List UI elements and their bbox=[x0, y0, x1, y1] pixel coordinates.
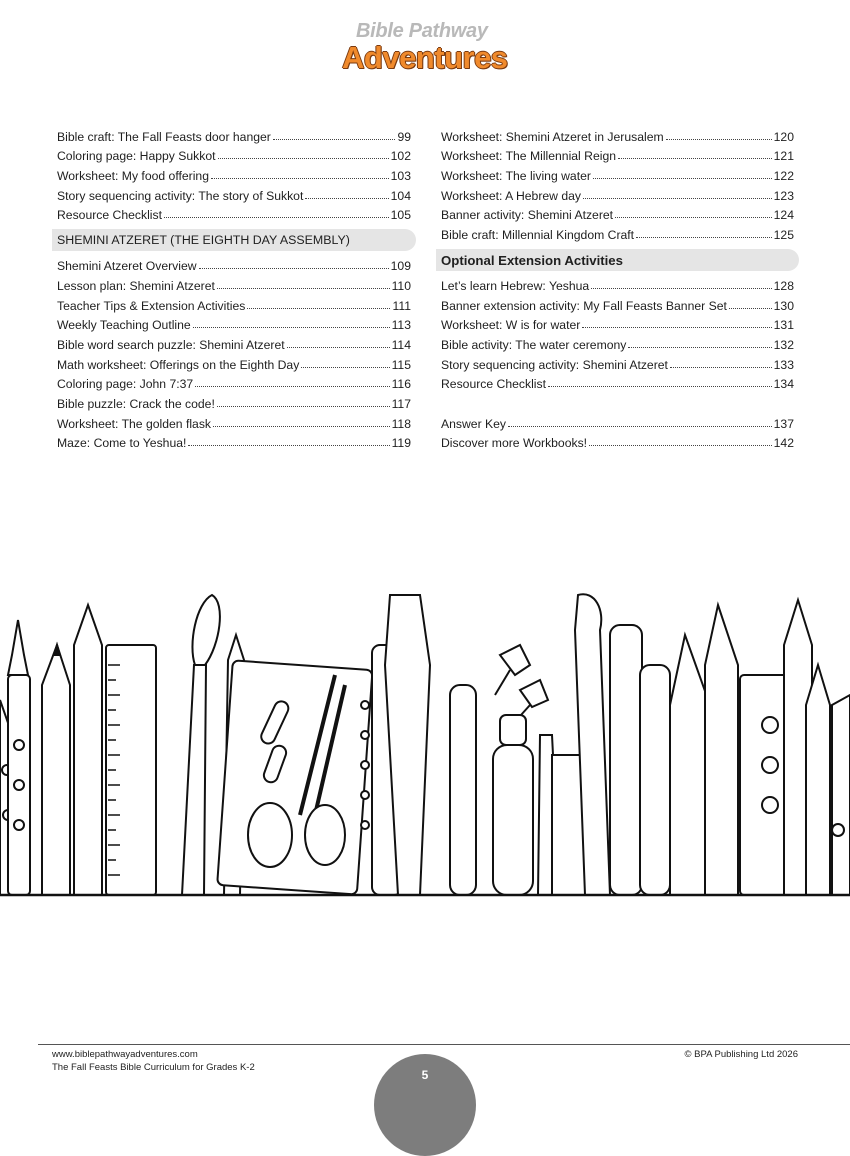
toc-entry-page: 99 bbox=[397, 129, 411, 144]
toc-entry-page: 128 bbox=[773, 278, 794, 293]
toc-entry bbox=[436, 273, 799, 293]
toc-entry bbox=[436, 352, 799, 372]
dot-leader bbox=[508, 426, 772, 427]
toc-entry-page: 102 bbox=[390, 149, 411, 164]
school-supplies-illustration bbox=[0, 585, 850, 900]
toc-entry bbox=[52, 144, 416, 164]
toc-entry-page: 124 bbox=[773, 208, 794, 223]
toc-list bbox=[436, 124, 799, 242]
toc-entry bbox=[436, 372, 799, 392]
toc-entry bbox=[52, 124, 416, 144]
toc-entry-page: 130 bbox=[773, 298, 794, 313]
toc-entry-page: 120 bbox=[773, 129, 794, 144]
logo-line2: Adventures bbox=[342, 40, 508, 75]
toc-entry-title: Banner activity: Shemini Atzeret bbox=[441, 208, 614, 223]
dot-leader bbox=[591, 288, 771, 289]
dot-leader bbox=[593, 178, 772, 179]
toc-entry-page: 123 bbox=[773, 188, 794, 203]
toc-entry-page: 142 bbox=[773, 436, 794, 451]
toc-entry-page: 111 bbox=[392, 298, 411, 313]
dot-leader bbox=[670, 367, 772, 368]
toc-entry-page: 137 bbox=[773, 416, 794, 431]
toc-entry bbox=[436, 332, 799, 352]
logo-line1: Bible Pathway bbox=[356, 20, 488, 42]
footer-divider bbox=[38, 1044, 850, 1045]
dot-leader bbox=[217, 406, 390, 407]
dot-leader bbox=[195, 386, 389, 387]
toc-entry-title: Shemini Atzeret Overview bbox=[57, 259, 197, 274]
toc-entry-title: Bible craft: The Fall Feasts door hanger bbox=[57, 129, 271, 144]
dot-leader bbox=[618, 158, 772, 159]
toc-entry bbox=[436, 222, 799, 242]
dot-leader bbox=[582, 327, 771, 328]
toc-entry bbox=[52, 163, 416, 183]
toc-entry bbox=[52, 391, 416, 411]
toc-entry-title: Coloring page: Happy Sukkot bbox=[57, 149, 216, 164]
toc-entry-page: 105 bbox=[390, 208, 411, 223]
dot-leader bbox=[213, 426, 390, 427]
dot-leader bbox=[589, 445, 772, 446]
section-heading-optional: Optional Extension Activities bbox=[436, 249, 799, 271]
dot-leader bbox=[548, 386, 772, 387]
toc-entry bbox=[52, 352, 416, 372]
toc-entry-page: 119 bbox=[391, 436, 411, 451]
toc-entry bbox=[52, 203, 416, 223]
dot-leader bbox=[287, 347, 390, 348]
toc-entry-title: Resource Checklist bbox=[57, 208, 162, 223]
footer-copyright: © BPA Publishing Ltd 2026 bbox=[684, 1049, 798, 1060]
toc-entry-page: 131 bbox=[773, 318, 794, 333]
dot-leader bbox=[666, 139, 772, 140]
dot-leader bbox=[218, 158, 389, 159]
toc-entry-title: Weekly Teaching Outline bbox=[57, 318, 191, 333]
dot-leader bbox=[301, 367, 389, 368]
toc-entry-page: 125 bbox=[773, 228, 794, 243]
toc-entry bbox=[436, 293, 799, 313]
dot-leader bbox=[305, 198, 388, 199]
toc-entry bbox=[436, 183, 799, 203]
toc-entry-title: Teacher Tips & Extension Activities bbox=[57, 298, 246, 313]
section-heading-shemini: SHEMINI ATZERET (THE EIGHTH DAY ASSEMBLY) bbox=[52, 229, 416, 251]
toc-entry-page: 104 bbox=[390, 188, 411, 203]
dot-leader bbox=[729, 308, 772, 309]
toc-entry bbox=[52, 411, 416, 431]
toc-entry bbox=[436, 411, 799, 431]
toc-entry-page: 134 bbox=[773, 377, 794, 392]
toc-entry-title: Story sequencing activity: Shemini Atzeret bbox=[441, 357, 668, 372]
toc-entry-title: Worksheet: My food offering bbox=[57, 169, 209, 184]
toc-right-column bbox=[436, 124, 799, 450]
toc-entry-page: 116 bbox=[391, 377, 411, 392]
scissors-icon bbox=[248, 803, 292, 867]
logo bbox=[330, 20, 520, 82]
pushpin-icon bbox=[500, 645, 530, 675]
dot-leader bbox=[211, 178, 389, 179]
toc-entry-page: 132 bbox=[773, 337, 794, 352]
toc-entry-title: Worksheet: The golden flask bbox=[57, 416, 212, 431]
toc-list bbox=[436, 273, 799, 391]
toc-entry-page: 121 bbox=[773, 149, 794, 164]
toc-entry-title: Worksheet: A Hebrew day bbox=[441, 188, 581, 203]
toc-entry bbox=[436, 203, 799, 223]
dot-leader bbox=[188, 445, 389, 446]
toc-entry-page: 114 bbox=[391, 337, 411, 352]
toc-list bbox=[436, 411, 799, 450]
footer-website: www.biblepathwayadventures.com bbox=[52, 1049, 198, 1060]
toc-entry-title: Coloring page: John 7:37 bbox=[57, 377, 194, 392]
toc-entry-title: Bible puzzle: Crack the code! bbox=[57, 396, 215, 411]
toc-entry-title: Story sequencing activity: The story of Sukkot bbox=[57, 188, 304, 203]
dot-leader bbox=[636, 237, 772, 238]
spacer bbox=[436, 391, 799, 411]
toc-entry-title: Bible activity: The water ceremony bbox=[441, 337, 627, 352]
toc-entry bbox=[436, 144, 799, 164]
toc-entry-title: Discover more Workbooks! bbox=[441, 436, 588, 451]
toc-entry bbox=[52, 253, 416, 273]
dot-leader bbox=[164, 217, 389, 218]
toc-entry bbox=[52, 431, 416, 451]
toc-entry-page: 113 bbox=[391, 318, 411, 333]
dot-leader bbox=[615, 217, 772, 218]
dot-leader bbox=[217, 288, 390, 289]
dot-leader bbox=[583, 198, 772, 199]
toc-entry bbox=[52, 293, 416, 313]
toc-entry-page: 122 bbox=[773, 169, 794, 184]
toc-entry bbox=[52, 372, 416, 392]
toc-entry-title: Answer Key bbox=[441, 416, 507, 431]
dot-leader bbox=[247, 308, 390, 309]
toc-entry-title: Resource Checklist bbox=[441, 377, 546, 392]
toc-entry bbox=[436, 163, 799, 183]
toc-entry bbox=[436, 124, 799, 144]
toc-entry-page: 115 bbox=[391, 357, 411, 372]
page-number: 5 bbox=[421, 1068, 429, 1082]
toc-list bbox=[52, 253, 416, 450]
toc-entry bbox=[52, 183, 416, 203]
dot-leader bbox=[273, 139, 396, 140]
toc-entry-title: Lesson plan: Shemini Atzeret bbox=[57, 278, 215, 293]
toc-entry-page: 109 bbox=[390, 259, 411, 274]
toc-list bbox=[52, 124, 416, 222]
toc-entry-title: Maze: Come to Yeshua! bbox=[57, 436, 187, 451]
toc-entry-title: Bible word search puzzle: Shemini Atzeret bbox=[57, 337, 285, 352]
dot-leader bbox=[628, 347, 771, 348]
toc-left-column bbox=[52, 124, 416, 450]
toc-entry-title: Worksheet: Shemini Atzeret in Jerusalem bbox=[441, 129, 664, 144]
toc-entry bbox=[52, 273, 416, 293]
toc-entry-page: 133 bbox=[773, 357, 794, 372]
dot-leader bbox=[193, 327, 390, 328]
toc-entry bbox=[436, 313, 799, 333]
toc-entry-title: Let’s learn Hebrew: Yeshua bbox=[441, 278, 590, 293]
toc-entry bbox=[436, 431, 799, 451]
toc-entry-title: Banner extension activity: My Fall Feasts Banner Set bbox=[441, 298, 727, 313]
toc-entry-title: Bible craft: Millennial Kingdom Craft bbox=[441, 228, 635, 243]
toc-entry-title: Worksheet: W is for water bbox=[441, 318, 581, 333]
toc-entry-page: 103 bbox=[390, 169, 411, 184]
toc-entry bbox=[52, 332, 416, 352]
toc-entry-page: 110 bbox=[391, 278, 411, 293]
footer-book-title: The Fall Feasts Bible Curriculum for Grades K-2 bbox=[52, 1062, 255, 1073]
toc-entry-page: 117 bbox=[391, 396, 411, 411]
toc-entry bbox=[52, 313, 416, 333]
toc-entry-title: Worksheet: The Millennial Reign bbox=[441, 149, 616, 164]
toc-entry-title: Math worksheet: Offerings on the Eighth Day bbox=[57, 357, 300, 372]
dot-leader bbox=[199, 268, 389, 269]
toc-entry-page: 118 bbox=[391, 416, 411, 431]
toc-entry-title: Worksheet: The living water bbox=[441, 169, 591, 184]
